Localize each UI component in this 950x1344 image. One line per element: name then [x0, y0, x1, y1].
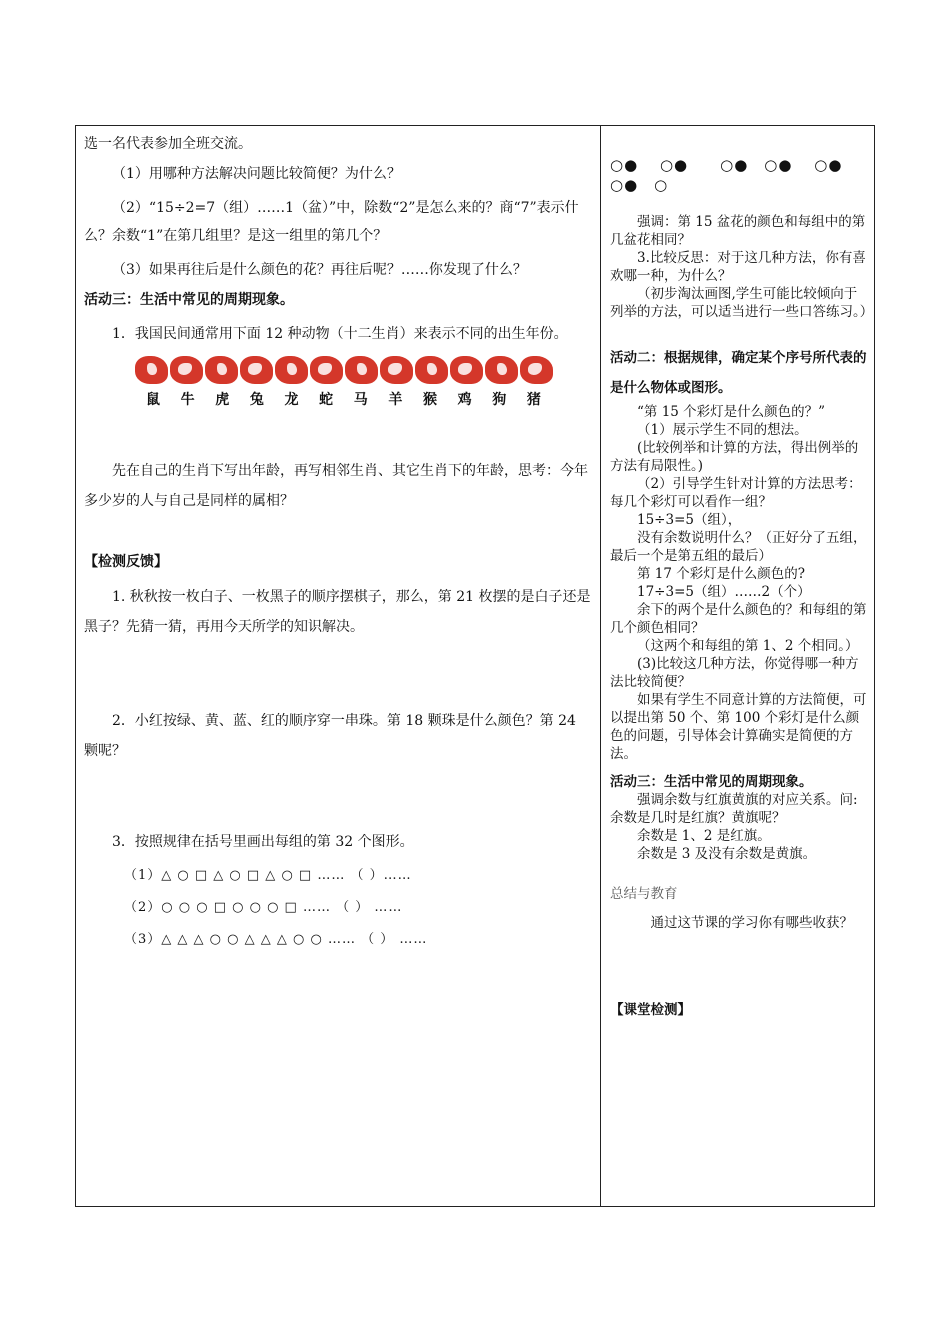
- zodiac-snake-image: [310, 356, 343, 384]
- summary-text: 通过这节课的学习你有哪些收获？: [650, 915, 853, 931]
- zodiac-monkey-image: [415, 356, 448, 384]
- chess-dots-row-2: ○● ○: [610, 176, 669, 194]
- shape-row-3: （3）△ △ △ ○ ○ △ △ △ ○ ○ …… （ ） ……: [124, 932, 428, 947]
- zodiac-names: [146, 390, 541, 410]
- shape-row-2: （2）○ ○ ○ □ ○ ○ ○ □ …… （ ） ……: [124, 900, 403, 915]
- right-note-14: (3)比较这几种方法，你觉得哪一种方法比较简便？: [610, 656, 859, 690]
- zodiac-name: 马: [353, 392, 368, 408]
- zodiac-name: 鼠: [146, 392, 160, 408]
- zodiac-horse-image: [345, 356, 378, 384]
- activity-3-title: 活动三：生活中常见的周期现象。: [84, 292, 294, 308]
- right-note-1: 强调：第 15 盆花的颜色和每组中的第几盆花相同？: [610, 214, 866, 248]
- feedback-title: 【检测反馈】: [84, 554, 168, 570]
- zodiac-name: 兔: [249, 392, 264, 408]
- right-note-6: (比较例举和计算的方法，得出例举的方法有局限性。): [610, 440, 859, 474]
- right-note-12: 余下的两个是什么颜色的？和每组的第几个颜色相同？: [610, 602, 867, 636]
- right-note-8: 15÷3=5（组），: [637, 512, 742, 528]
- zodiac-name: 猪: [526, 392, 541, 408]
- zodiac-name: 龙: [284, 392, 299, 408]
- zodiac-goat-image: [380, 356, 413, 384]
- zodiac-name: 羊: [388, 392, 403, 408]
- shape-row-1: （1）△ ○ □ △ ○ □ △ ○ □ …… （ ）……: [124, 868, 412, 883]
- zodiac-ox-image: [170, 356, 203, 384]
- right-note-10: 第 17 个彩灯是什么颜色的?: [637, 566, 805, 582]
- intro-text: 选一名代表参加全班交流。: [84, 136, 252, 152]
- right-column: [610, 155, 874, 1019]
- zodiac-dragon-image: [275, 356, 308, 384]
- zodiac-name: 狗: [492, 392, 507, 408]
- right-note-16: 强调余数与红旗黄旗的对应关系。问:余数是几时是红旗？黄旗呢？: [610, 792, 858, 826]
- activity-3-para-2: 先在自己的生肖下写出年龄，再写相邻生肖、其它生肖下的年龄，思考：今年多少岁的人与自己是同样的属相？: [84, 463, 588, 509]
- activity-3-para-1: 1．我国民间通常用下面 12 种动物（十二生肖）来表示不同的出生年份。: [112, 326, 568, 342]
- zodiac-name: 蛇: [319, 392, 334, 408]
- feedback-item-2: 2．小红按绿、黄、蓝、红的顺序穿一串珠。第 18 颗珠是什么颜色？第 24 颗呢？: [84, 713, 576, 759]
- zodiac-name: 猴: [423, 392, 437, 408]
- column-divider: [600, 125, 601, 1207]
- right-note-11: 17÷3=5（组）……2（个）: [637, 584, 811, 600]
- right-note-7: （2）引导学生针对计算的方法思考：每几个彩灯可以看作一组？: [610, 476, 862, 510]
- zodiac-rabbit-image: [240, 356, 273, 384]
- zodiac-name: 虎: [215, 392, 230, 408]
- zodiac-tiger-image: [205, 356, 238, 384]
- right-note-2: 3.比较反思：对于这几种方法，你有喜欢哪一种，为什么？: [610, 250, 866, 284]
- right-note-5: （1）展示学生不同的想法。: [637, 422, 808, 438]
- right-note-15: 如果有学生不同意计算的方法简便，可以提出第 50 个、第 100 个彩灯是什么颜色的问题，引导体会计算确实是简便的方法。: [610, 692, 867, 762]
- zodiac-rooster-image: [450, 356, 483, 384]
- feedback-item-3: 3．按照规律在括号里画出每组的第 32 个图形。: [112, 834, 414, 850]
- right-note-3: （初步淘汰画图,学生可能比较倾向于列举的方法，可以适当进行一些口答练习。）: [610, 286, 874, 320]
- right-note-13: （这两个和每组的第 1、2 个相同。）: [637, 638, 859, 654]
- left-column: [84, 128, 594, 950]
- right-note-9: 没有余数说明什么？（正好分了五组，最后一个是第五组的最后）: [610, 530, 867, 564]
- activity-3-title-right: 活动三：生活中常见的周期现象。: [610, 774, 813, 790]
- question-1: （1）用哪种方法解决问题比较简便？为什么？: [112, 166, 401, 182]
- question-3: （3）如果再往后是什么颜色的花？再往后呢？……你发现了什么？: [112, 262, 527, 278]
- question-2: （2）“15÷2=7（组）……1（盆）”中，除数“2”是怎么来的？商“7”表示什么？余数“1”在第几组里？是这一组里的第几个？: [84, 200, 579, 244]
- zodiac-pig-image: [520, 356, 553, 384]
- zodiac-image-strip: [134, 356, 554, 384]
- check-title: 【课堂检测】: [610, 1002, 691, 1018]
- right-note-17: 余数是 1、2 是红旗。: [637, 828, 771, 844]
- activity-2-title: 活动二：根据规律，确定某个序号所代表的是什么物体或图形。: [610, 350, 867, 396]
- summary-title: 总结与教育: [610, 886, 678, 902]
- chess-dots-row-1: ○● ○● ○● ○● ○●: [610, 156, 843, 174]
- zodiac-name: 鸡: [457, 392, 472, 408]
- right-note-18: 余数是 3 及没有余数是黄旗。: [637, 846, 817, 862]
- right-note-4: “第 15 个彩灯是什么颜色的？”: [637, 404, 826, 420]
- feedback-item-1: 1. 秋秋按一枚白子、一枚黑子的顺序摆棋子，那么，第 21 枚摆的是白子还是黑子？先猜一猜，再用今天所学的知识解决。: [84, 589, 591, 635]
- zodiac-dog-image: [485, 356, 518, 384]
- zodiac-rat-image: [135, 356, 168, 384]
- zodiac-name: 牛: [180, 392, 195, 408]
